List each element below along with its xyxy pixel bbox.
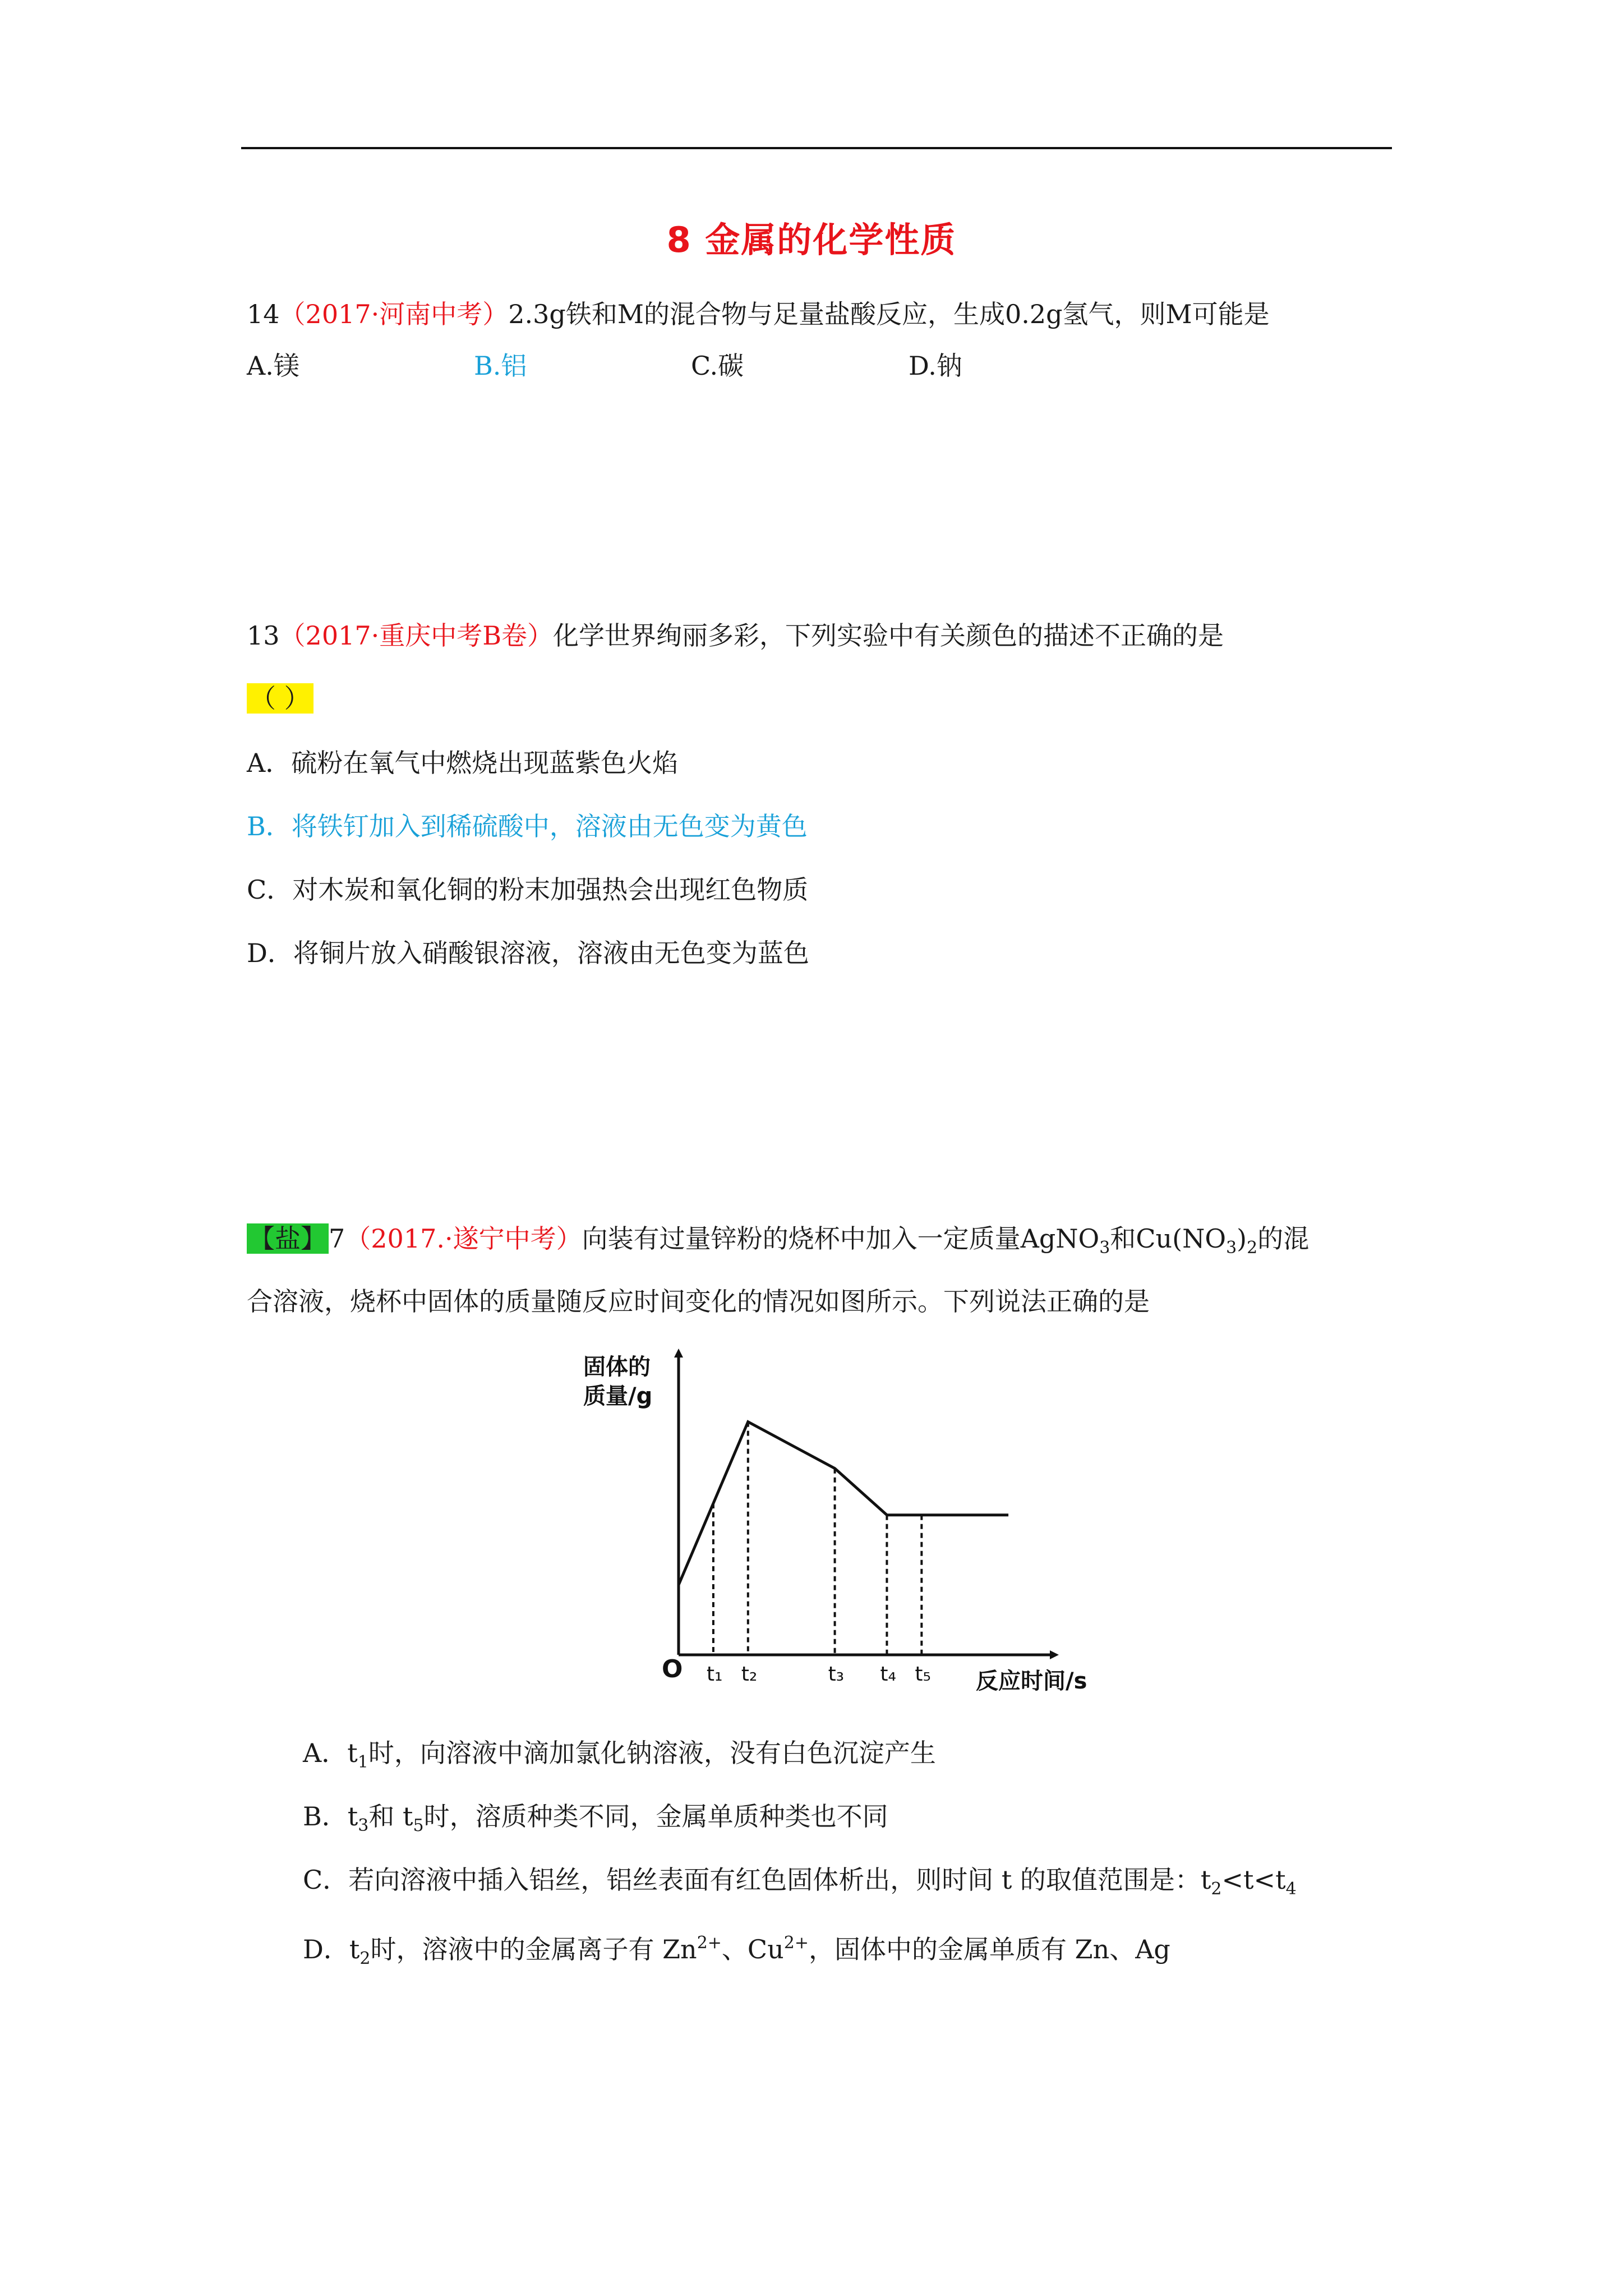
tick-label-t5: t₅ [915,1663,931,1686]
question-7-line2: 合溶液，烧杯中固体的质量随反应时间变化的情况如图所示。下列说法正确的是 [247,1286,1150,1317]
mass-time-chart [561,1341,1150,1705]
question-number: 13 [247,620,280,651]
question-number: 7 [329,1223,345,1254]
header-rule [241,147,1392,149]
topic-tag: 【盐】 [247,1223,329,1254]
q7-option-a: A．$t_1$时，向溶液中滴加氯化钠溶液，没有白色沉淀产生 [303,1738,936,1772]
question-source: （2017·重庆中考B卷） [279,620,554,651]
q7-option-c: C．若向溶液中插入铝丝，铝丝表面有红色固体析出，则时间 t 的取值范围是：$t_2<t<t_4$ [303,1865,1297,1899]
q13-option-a: A．硫粉在氧气中燃烧出现蓝紫色火焰 [247,748,679,778]
q14-option-c: C.碳 [691,351,744,381]
y-axis-label-line1: 固体的 [583,1354,651,1380]
question-stem: 2.3g铁和M的混合物与足量盐酸反应，生成0.2g氢气，则M可能是 [508,299,1270,329]
formula-agno3: AgNO$_3$ [1020,1223,1110,1258]
chart-axes [679,1353,1054,1655]
question-stem: 向装有过量锌粉的烧杯中加入一定质量 [582,1223,1021,1254]
tick-label-t2: t₂ [741,1663,758,1686]
question-source: （2017·河南中考） [279,299,509,329]
x-axis-label: 反应时间/s [976,1668,1087,1694]
mass-curve [679,1422,1008,1585]
origin-label: O [662,1655,683,1683]
q14-option-d: D.钠 [909,351,962,381]
y-axis-label-line2: 质量/g [583,1383,653,1409]
formula-cuno3: $Cu(NO_3)_2$ [1136,1223,1258,1258]
q7-option-d: D．$t_2$时，溶液中的金属离子有 $Zn^{2+}$、$Cu^{2+}$，固体中的金属单质有 Zn、Ag [303,1933,1170,1968]
q13-option-d: D．将铜片放入硝酸银溶液，溶液由无色变为蓝色 [247,938,809,968]
q7-option-b: B．$t_3$和 $t_5$时，溶质种类不同，金属单质种类也不同 [303,1801,888,1835]
question-7: 【盐】7（2017.·遂宁中考）向装有过量锌粉的烧杯中加入一定质量AgNO$_3$和$Cu(NO_3)_2$的混 [247,1222,1309,1265]
answer-blank: （ ） [247,683,313,714]
question-stem: 化学世界绚丽多彩，下列实验中有关颜色的描述不正确的是 [553,620,1224,651]
q13-option-b: B．将铁钉加入到稀硫酸中，溶液由无色变为黄色 [247,811,808,841]
question-13 [247,619,1224,652]
question-number: 14 [247,299,280,329]
question-source: （2017.·遂宁中考） [345,1223,582,1254]
q14-option-a: A.镁 [247,351,299,381]
q13-answer-blank [247,682,313,715]
tick-label-t1: t₁ [706,1663,723,1686]
q14-option-b: B.铝 [474,351,527,381]
question-14 [247,297,1270,331]
tick-label-t3: t₃ [828,1663,845,1686]
q13-option-c: C．对木炭和氧化铜的粉末加强热会出现红色物质 [247,875,809,905]
tick-label-t4: t₄ [880,1663,896,1686]
page-title: 8 金属的化学性质 [666,219,957,260]
